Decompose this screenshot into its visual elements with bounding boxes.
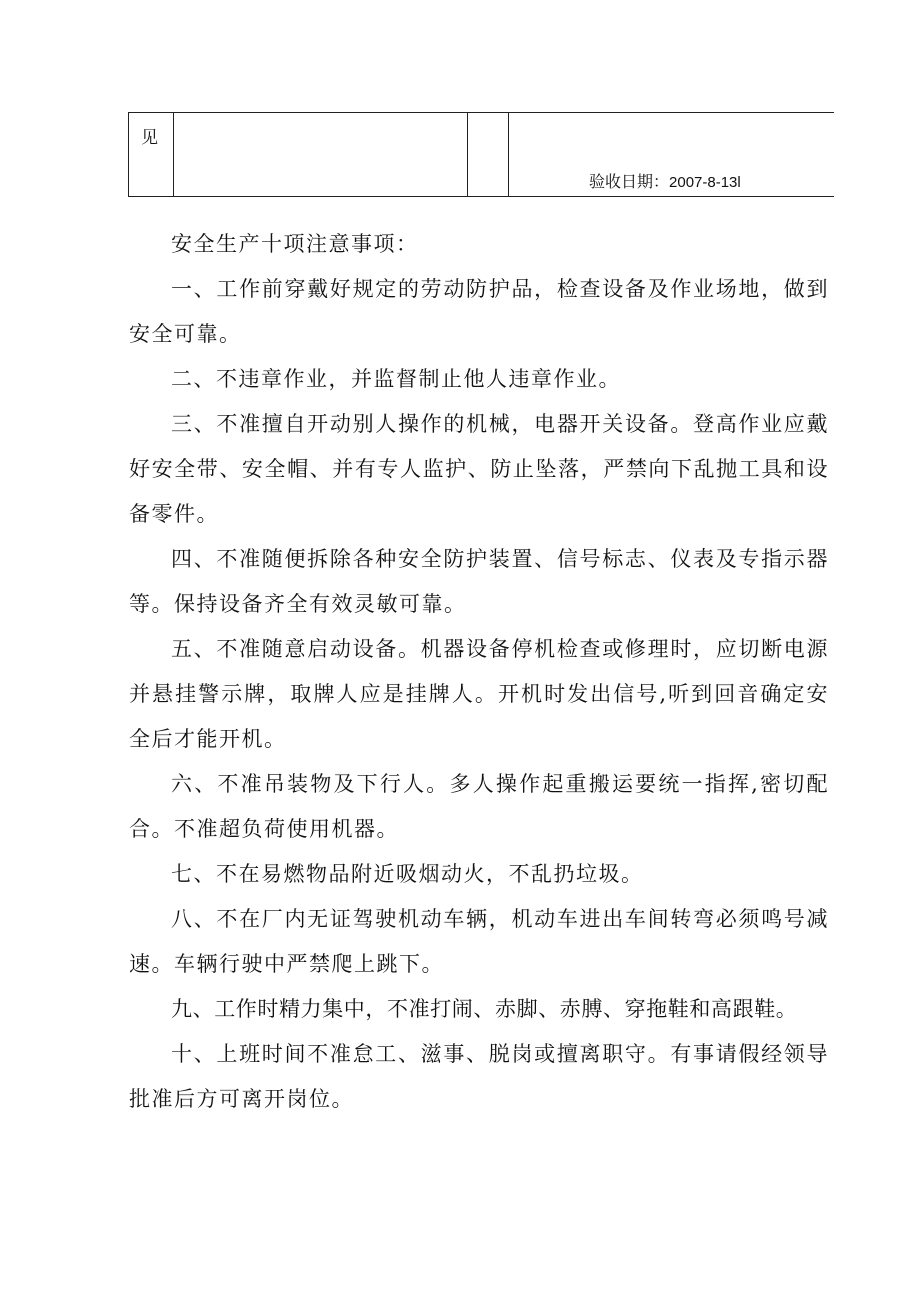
acceptance-date-cell [509, 113, 835, 197]
notice-item-2: 二、不违章作业，并监督制止他人违章作业。 [171, 367, 621, 391]
acceptance-row [129, 113, 835, 197]
notice-item-6: 六、不准吊装物及下行人。多人操作起重搬运要统一指挥,密切配合。不准超负荷使用机器。 [129, 772, 829, 841]
acceptance-date [589, 169, 741, 192]
notice-item-1: 一、工作前穿戴好规定的劳动防护品，检查设备及作业场地，做到安全可靠。 [129, 277, 829, 346]
notice-item-4: 四、不准随便拆除各种安全防护装置、信号标志、仪表及专指示器等。保持设备齐全有效灵敏可靠。 [129, 547, 829, 616]
notice-title: 安全生产十项注意事项： [171, 232, 419, 256]
notice-item-10: 十、上班时间不准怠工、滋事、脱岗或擅离职守。有事请假经领导批准后方可离开岗位。 [129, 1042, 829, 1111]
blank-narrow-cell [468, 113, 509, 197]
notice-item-8: 八、不在厂内无证驾驶机动车辆，机动车进出车间转弯必须鸣号减速。车辆行驶中严禁爬上跳下。 [129, 907, 829, 976]
opinion-label-cell [129, 113, 174, 197]
safety-notice [129, 222, 829, 1122]
opinion-content-cell [174, 113, 468, 197]
notice-item-3: 三、不准擅自开动别人操作的机械，电器开关设备。登高作业应戴好安全带、安全帽、并有专人监护、防止坠落，严禁向下乱抛工具和设备零件。 [129, 412, 829, 526]
notice-item-9: 九、工作时精力集中，不准打闹、赤脚、赤膊、穿拖鞋和高跟鞋。 [171, 997, 798, 1021]
notice-item-5: 五、不准随意启动设备。机器设备停机检查或修理时，应切断电源并悬挂警示牌，取牌人应是挂牌人。开机时发出信号,听到回音确定安全后才能开机。 [129, 637, 829, 751]
acceptance-date-value: 2007-8-13l [669, 174, 741, 191]
notice-item-7: 七、不在易燃物品附近吸烟动火，不乱扔垃圾。 [171, 862, 644, 886]
acceptance-form-table [128, 112, 834, 197]
opinion-label: 见 [141, 128, 158, 148]
acceptance-date-label: 验收日期： [589, 172, 670, 191]
